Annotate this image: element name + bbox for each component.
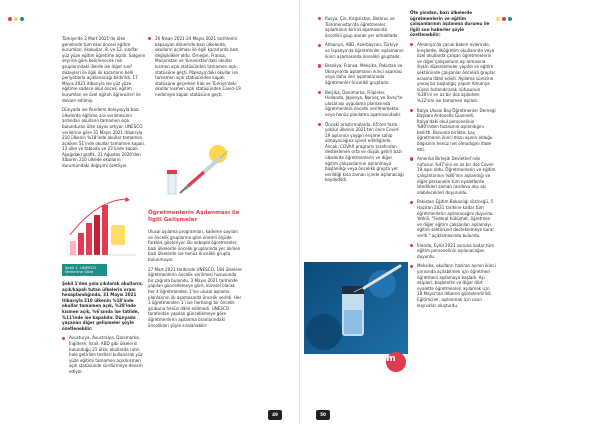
bold-paragraph: Şekil 1'den yola çıkılarak okulların; açık/kapalı tutan ülkelerin oranı hesaplandığında, 31 Mayıs 2021 itibarıyla 210 ülkenin %18'inde okullar tamamen açık, %28'inde kısmen açık, %6'sında ise tatilde, %11'inde ise kapalıdır. Dünyada yaşanan diğer gelişmeler şöyle özetlenebilir: — [62, 281, 143, 331]
brand-logo: tedmem — [353, 354, 396, 364]
bullet-item: Önceki araştırmalarda, 65'ten fazla yoksul ülkenin 2021'ten önce Covid-19 aşılarına yaygın erişime sahip olmayacağına işaret edildiğinde, Ancak, COVAX programı tarafından desteklenen orta ve düşük gelirli bazı ülkelerde öğretmenlerin ve diğer eğitim çalışanlarının aşılanmaya başlandığı veya öncelikli grupta yer verildiği kısa zaman içinde aşılanacağı kaydedildi. — [318, 122, 404, 184]
chart-figure — [66, 195, 140, 259]
left-column-2-lower — [148, 204, 242, 332]
page-number: 49 — [268, 410, 282, 420]
bullet-item: Belçika, Danimarka, Filipinler, Hollanda, Japonya, Norveç ve İsveç'te ulusal aşı uygulama planlarında öğretmenlere öncelik verilmemekte veya henüz planlama aşamasındadır. — [318, 90, 404, 118]
right-page — [300, 0, 600, 424]
paragraph: Ulusal aşılama programları, kademe sayıları ve öncelik gruplarına göre önemli ölçüde farklılık gösteriyor. Bu sebeple öğretmenler, bazı ülkelerde öncelik gruplarında yer alırken bazı ülkelerde ise henüz öncelikli grupta bulunmuyor. — [148, 229, 241, 262]
left-column-1-lower — [62, 281, 146, 379]
figure-label: Şekil 1. UNESCO Verilerine Göre Okulların Durumu — [62, 264, 107, 276]
page-number: 50 — [316, 410, 330, 420]
bullet-item: İrlanda, Eylül 2021 sonuna kadar tüm eğitim personelinin aşılanacağını duyurdu. — [410, 243, 496, 260]
left-column-1 — [62, 36, 146, 173]
vaccine-vial-photo — [304, 262, 408, 354]
decorative-dots — [496, 6, 514, 25]
bullet-item: Almanya'da çocuk bakım evlerinde, kreşlerde, ilköğretim okullarında veya özel okullarda çalışan öğretmenlerin ve diğer çalışanların aşı olmasına ilişkin düzenlemeler yapıldı ve eğitim sektöründe çalışanlar öncelikli gruplar arasına dâhil edildi. Aşılama sürecine yavaş bir başlangıç yapan Almanya süreci hızlandırarak nüfusunun %38'ini en az bir doz aşılarken %12'sini ise tamamen aşıladı. — [410, 42, 496, 104]
chart-illustration — [66, 195, 140, 259]
decorative-dots — [8, 6, 26, 25]
right-column-2 — [410, 10, 496, 312]
paragraph: 27 Mart 2021 tarihinde UNESCO, 184 ülkelere öğretmenlerin öncelik verilmesi hususunda bir çağrıda bulundu. 3 Mayıs 2021 tarihinde yapılan güncellemeye göre, küresel olarak her 4 öğretmenden 1'ine ulusal aşılama planlarının ilk aşamasında öncelik verildi. Her 3 öğretmenden 1'i ise herhangi bir öncelik grubuna henüz dâhil edilmedi. UNESCO tarafından yapılan güncellemeye göre öğretmenlerin aşılanma oranlarındaki öncelikleri şöyle sıralanabilir: — [148, 266, 242, 328]
section-heading: Öğretmenlerin Aşılanması ile İlgili Gelişmeler — [148, 210, 240, 223]
intro-paragraph: Öte yandan, bazı ülkelerde öğretmenlerin ve eğitim çalışanlarının aşılanma durumu ile ilgili son haberler şöyle özetlenebilir: — [410, 10, 490, 38]
paragraph: Dünyada ise Pandemi dolayısıyla bazı ülkelerde eğitime ara verilmesinin ardından okulların tamamen açık bulunduran ülke sayısı artıyor. UNESCO verilerine göre 31 Mayıs 2021 itibarıyla 210 ülkenin %18'inde okullar tamamen açıkken 51'inde okullar tamamen kapalı. 13 ülke ve tabloda ve 23'ünde kapalı. Aşağıdaki grafik, 31 Ağustos 2020'den itibaren 210 ülkede okulların durumundaki değişimi özetliyor. — [62, 107, 146, 169]
paragraph: Türkiye'de 2 Mart 2021'de ülke genelinde tüm okul öncesi eğitim kurumları, ilkokullar, 8. ve 12. sınıflar yüz yüze eğitim öğretime açıldı. Salgının seyrine göre belirlenecek risk gruplarındaki illerde ise diğer sınıf düzeyleri ile ilgili iki kararların belli periyotlarla açıklanacağı bildirildi. 17 Mayıs 2021 itibarıyla ise yüz yüze eğitime sadece okul öncesi eğitim kurumları ve özel eğitim öğrencileri ile devam edilmiş. — [62, 36, 146, 103]
bullet-item: Avusturya, Avustralya, Danimarka, İngiltere, İsrail, ABD gibi ülkelerin bulunduğu 21 ülke, okullarda rutin hale getirilen testleri kullanarak yüz yüze eğitimi tamamen açık/kısmen açık statüsünde sürdürmeye devam ediyor. — [62, 335, 146, 374]
bullet-item: 26 Nisan 2021-24 Mayıs 2021 tarihlerini kapsayan dönemde bazı ülkelerde, okulların açılması ile ilgili kararlarda bazı değişiklikler oldu. Örneğin, Fransa, Macaristan ve Yunanistan'daki okullar kısmen açık statüsünden tamamen açık statüsüne geçti. Malezya'daki okullar ise tamamen açık statüsünden kapalı statüsüne geçerken Irak ve Türkiye'deki okullar kısmen açık statüsünden Covid-19 nedeniyle kapalı statüsüne geçti. — [148, 36, 242, 98]
vaccine-illustration — [158, 136, 240, 200]
bullet-item: Pakistan Eğitim Bakanlığı söz/ceğü, 5 Haziran 2021 tarihine kadar tüm öğretmenlerin aşılanacağını duyurdu. Yetkili, "Federal hükümet, öğretmen ve diğer eğitim çalışanları aşılamayı eğitim sektöründ desteklemeye karar verdi." açıklamasında bulundu. — [410, 199, 496, 238]
bullet-item: Brezilya, Fransa, Meksika, Pakistan ve Ukrayna'da aşılamanın ikinci aşaması veya daha ileri aşamalarında öğretmenler öncelikli gruptadır. — [318, 63, 404, 85]
bullet-item: Almanya, ABD, Azerbaycan, Türkiye ve İspanya'da öğretmenler aşılamanın ikinci aşamasında öncelikli gruptadır. — [318, 42, 404, 59]
bullet-item: Meksika, okulların haziran ayının ikinci yarısında açılabilmek için öğretmen öğretmeni aşılamaya başladı. Aşı ekipleri, başkentte ve diğer dört eyalette öğretmenleri aşılamak için 18 Mayıs'tan itibaren görevlendirildi. Eğitimciler, aşılanmak için uzun kuyruklar oluşturdu. — [410, 263, 496, 308]
vial-icon — [304, 262, 408, 354]
left-column-2 — [148, 36, 242, 102]
bullet-item: Rusya, Çin, Kırgızistan, Belarus ve Türkmenistan'da öğretmenler aşılamanın birinci aşamasında öncelikli grup olarak yer almaktadır. — [318, 16, 404, 38]
right-column-1 — [318, 16, 404, 187]
bullet-item: Amerika Birleşik Devletleri'nde nüfusun %47'sini en az bir doz Covid-19 aşısı oldu. Öğretmenlerin ve eğitim çalışanlarının %80'inin aşılandığı ve diğer personelin tüm eyaletlerde istedikleri zaman randevu alıp aşı olabilecekleri duyuruldu. — [410, 156, 496, 195]
syringe-icon — [158, 136, 240, 200]
bullet-item: İtalya Ulusal Baş Öğretmenler Derneği Başkanı Antonello Giannelli, İtalya'daki okul personelinin %80'inden fazlasının aşılandığını belirtti. Bununla birlikte, kaç öğretmenin ikinci dozu aşının olduğu bilgisinin henüz net olmadığını ifade etti. — [410, 108, 496, 153]
